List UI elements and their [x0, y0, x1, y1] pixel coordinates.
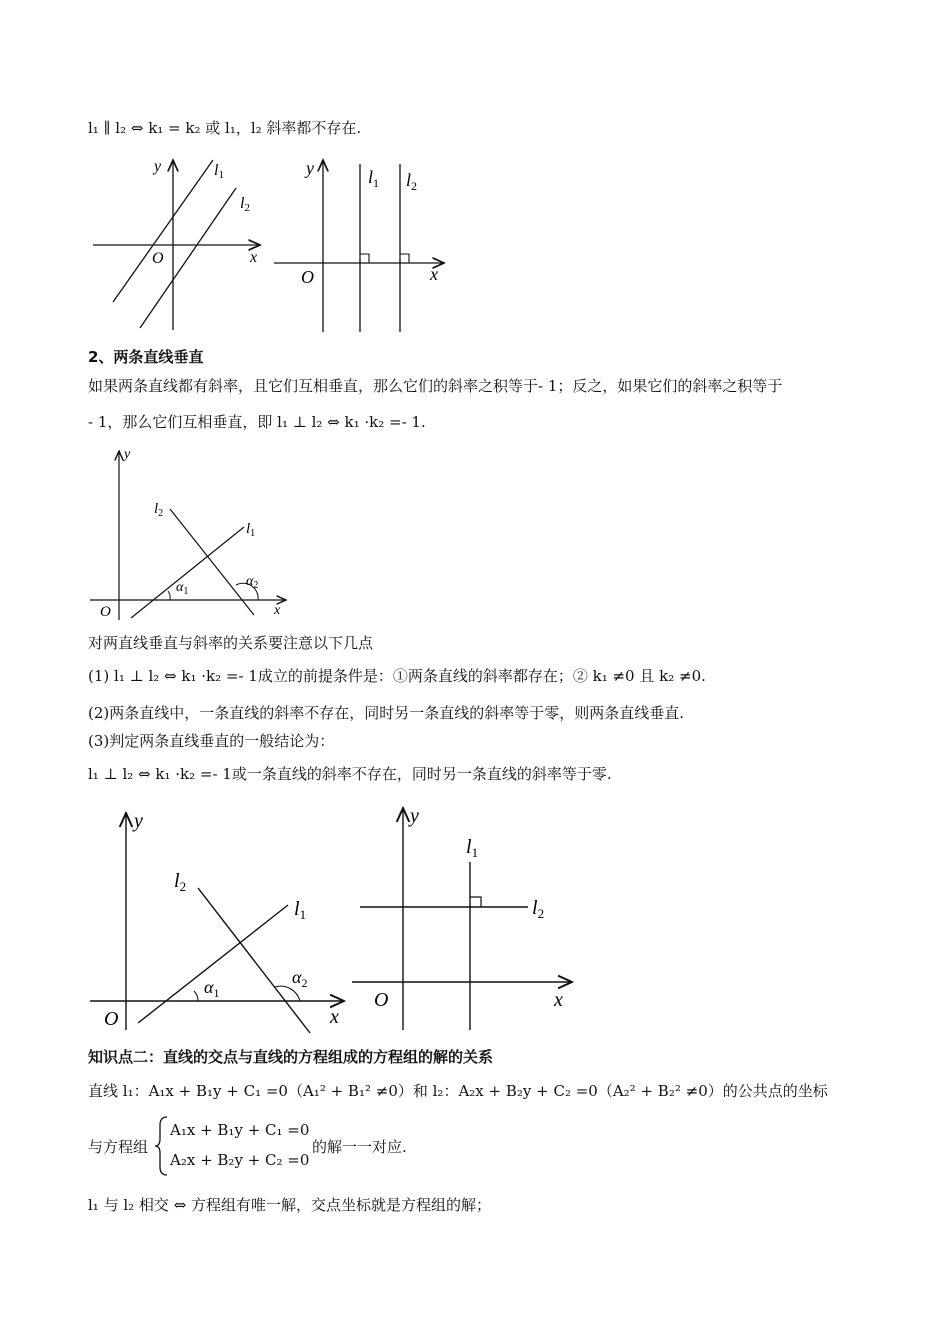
- fig1-y-label: y: [154, 158, 162, 175]
- fig3-origin: O: [100, 604, 111, 620]
- parallel-rule: l₁ ∥ l₂ ⇔ k₁ = k₂ 或 l₁，l₂ 斜率都不存在.: [88, 119, 362, 137]
- figure-parallel-oblique: [88, 150, 268, 335]
- figure-perpendicular-small: [88, 445, 298, 625]
- line-l2: [170, 509, 254, 615]
- angle-alpha1-arc: [194, 991, 198, 1001]
- note-3: (3)判定两条直线垂直的一般结论为：: [88, 732, 335, 750]
- fig3-alpha2-label: $\alpha_2$: [246, 574, 259, 591]
- note-3-rule: l₁ ⊥ l₂ ⇔ k₁ ·k₂ =- 1或一条直线的斜率不存在，同时另一条直线的斜率等于零.: [88, 765, 612, 783]
- fig5-y-label: y: [410, 805, 419, 827]
- fig4-l2-label: $l_2$: [174, 870, 187, 894]
- section2-paragraph-line1: 如果两条直线都有斜率，且它们互相垂直，那么它们的斜率之积等于- 1；反之，如果它们的斜率之积等于: [88, 377, 783, 395]
- note-1: (1) l₁ ⊥ l₂ ⇔ k₁ ·k₂ =- 1成立的前提条件是：①两条直线的斜率都存在；② k₁ ≠0 且 k₂ ≠0.: [88, 667, 706, 685]
- fig5-origin: O: [374, 989, 389, 1011]
- fig2-origin: O: [301, 267, 314, 287]
- right-angle-mark: [470, 897, 481, 907]
- section3-paragraph: 直线 l₁：A₁x + B₁y + C₁ =0（A₁² + B₁² ≠0）和 l₂：A₂x + B₂y + C₂ =0（A₂² + B₂² ≠0）的公共点的坐标: [88, 1082, 828, 1100]
- fig3-x-label: x: [274, 603, 281, 618]
- brace-icon: [155, 1115, 169, 1177]
- section2-title: 2、两条直线垂直: [88, 348, 204, 366]
- section3-title: 知识点二：直线的交点与直线的方程组成的方程组的解的关系: [88, 1048, 494, 1066]
- fig4-x-label: x: [330, 1006, 339, 1028]
- fig5-l1-label: $l_1$: [466, 836, 479, 860]
- fig1-l2-label: l2: [240, 195, 250, 214]
- right-angle-mark: [400, 254, 409, 263]
- fig1-l1-label: l1: [214, 162, 224, 181]
- system-suffix: 的解一一对应.: [312, 1138, 407, 1156]
- intersect-rule: l₁ 与 l₂ 相交 ⇔ 方程组有唯一解，交点坐标就是方程组的解；: [88, 1196, 492, 1214]
- angle-alpha1-arc: [168, 591, 170, 600]
- section2-paragraph-line2: - 1，那么它们互相垂直，即 l₁ ⊥ l₂ ⇔ k₁ ·k₂ =- 1.: [88, 413, 426, 431]
- figure-parallel-vertical: [272, 150, 452, 335]
- fig1-x-label: x: [250, 249, 258, 266]
- fig4-l1-label: $l_1$: [294, 898, 307, 922]
- system-prefix: 与方程组: [88, 1138, 149, 1156]
- fig5-l2-label: $l_2$: [532, 897, 545, 921]
- fig4-origin: O: [104, 1008, 119, 1030]
- fig2-x-label: x: [430, 264, 438, 284]
- fig3-l1-label: $l_1$: [246, 521, 256, 539]
- fig2-l1-label: $l_1$: [368, 167, 380, 190]
- fig3-l2-label: $l_2$: [154, 501, 164, 519]
- fig3-y-label: y: [124, 447, 131, 462]
- fig5-x-label: x: [554, 989, 563, 1011]
- line-l1: [138, 905, 288, 1023]
- notes-intro: 对两直线垂直与斜率的关系要注意以下几点: [88, 634, 374, 652]
- right-angle-mark: [360, 254, 369, 263]
- fig2-y-label: y: [306, 158, 314, 178]
- line-l1: [131, 527, 244, 618]
- system-equation-2: A₂x + B₂y + C₂ =0: [170, 1151, 310, 1169]
- fig2-l2-label: $l_2$: [406, 170, 418, 193]
- fig4-alpha2-label: $\alpha_2$: [292, 967, 308, 990]
- fig4-alpha1-label: $\alpha_1$: [204, 977, 220, 1000]
- fig3-alpha1-label: $\alpha_1$: [176, 580, 189, 597]
- fig4-y-label: y: [134, 810, 143, 832]
- fig1-origin: O: [152, 250, 164, 267]
- system-equation-1: A₁x + B₁y + C₁ =0: [170, 1121, 310, 1139]
- note-2: (2)两条直线中，一条直线的斜率不存在，同时另一条直线的斜率等于零，则两条直线垂直.: [88, 704, 685, 722]
- line-l1: [113, 160, 213, 302]
- figure-perpendicular-large: [88, 805, 353, 1035]
- figure-perpendicular-axis: [350, 800, 580, 1035]
